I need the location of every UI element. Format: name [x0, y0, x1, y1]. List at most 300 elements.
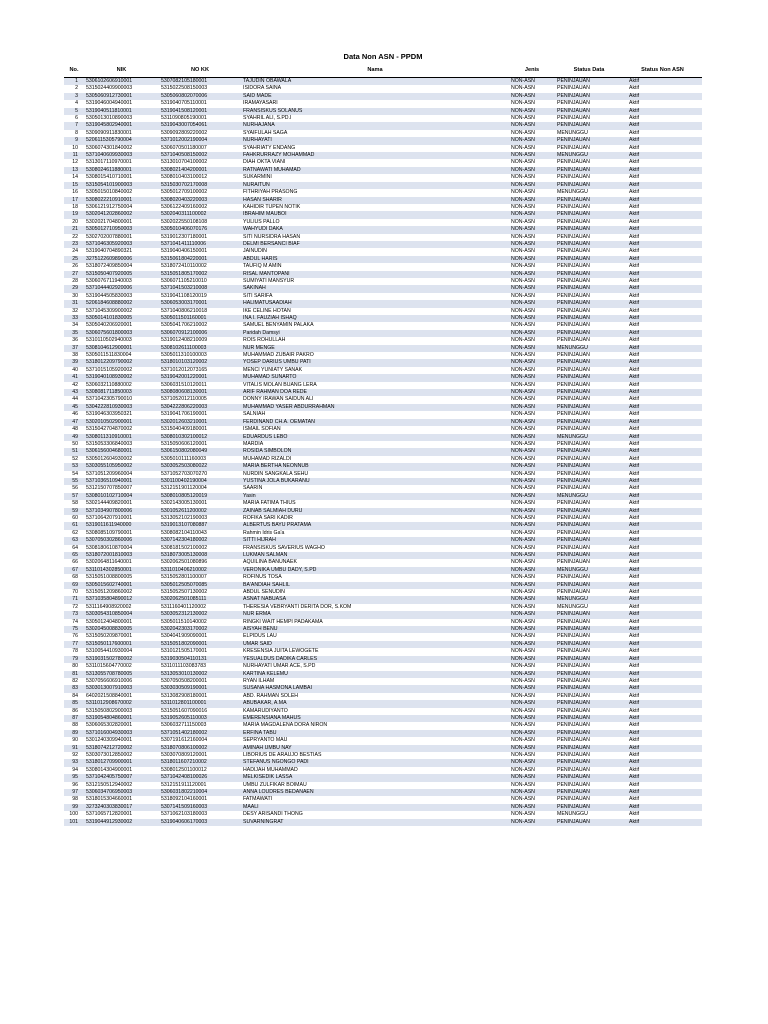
- row-number: 20: [72, 218, 78, 225]
- status-asn-cell: Aktif: [629, 426, 640, 433]
- name-cell: MARIA BERTHA NEONNUB: [241, 463, 509, 470]
- status-asn-cell: Aktif: [623, 78, 702, 86]
- status-asn-cell: Aktif: [623, 122, 702, 129]
- kk-cell: 5307191612160004: [161, 737, 208, 744]
- name-cell: KRESENSIA JUITA LEWOGETE: [243, 648, 319, 655]
- table-row: [64, 426, 702, 433]
- status-data-cell: PENINJAUAN: [555, 374, 623, 381]
- status-asn-cell: Aktif: [623, 656, 702, 663]
- status-data-cell: PENINJAUAN: [555, 789, 623, 796]
- type-cell: NON-ASN: [511, 159, 535, 166]
- type-cell: NON-ASN: [509, 211, 555, 218]
- row-number: 52: [72, 455, 78, 462]
- row-number: 65: [64, 552, 84, 559]
- status-data-cell: PENINJAUAN: [555, 522, 623, 529]
- row-number: 3: [64, 93, 84, 100]
- kk-cell: 5311160401120002: [161, 603, 207, 610]
- name-cell: SEPRYANTO MAU: [243, 737, 288, 744]
- status-data-cell: PENINJAUAN: [555, 256, 623, 263]
- name-cell: SUKARMINI: [243, 174, 272, 181]
- nik-cell: 5371040609930003: [84, 152, 159, 159]
- status-asn-cell: Aktif: [623, 211, 702, 218]
- type-cell: NON-ASN: [509, 656, 555, 663]
- status-data-cell: PENINJAUAN: [557, 648, 590, 655]
- type-cell: NON-ASN: [511, 633, 535, 640]
- kk-cell: 5306070912100006: [159, 330, 241, 337]
- row-number: 62: [72, 529, 78, 536]
- table-row: [64, 811, 702, 818]
- kk-cell: 5319012408210009: [161, 337, 208, 344]
- name-cell: YUSTINA JOLA BUKARANU: [241, 478, 509, 485]
- nik-cell: 6402021508840001: [86, 692, 133, 699]
- name-cell: FAHKRURRAZY MOHAMMAD: [241, 152, 509, 159]
- name-cell: IBRAHIM MAUBOI: [241, 211, 509, 218]
- row-number: 33: [64, 315, 84, 322]
- type-cell: NON-ASN: [509, 685, 555, 692]
- name-cell: SYAHRIL ALI, S.PD.I: [243, 115, 292, 122]
- status-asn-cell: Aktif: [623, 152, 702, 159]
- name-cell: EDUARDUS LEBO: [241, 434, 509, 441]
- nik-cell: 5371015105920002: [86, 366, 133, 373]
- status-data-cell: PENINJAUAN: [557, 307, 590, 314]
- kk-cell: 5315051607090016: [161, 707, 208, 714]
- row-number: 28: [72, 277, 78, 284]
- status-data-cell: PENINJAUAN: [557, 322, 590, 329]
- status-data-cell: PENINJAUAN: [557, 529, 590, 536]
- table-row: [64, 626, 702, 633]
- type-cell: NON-ASN: [511, 618, 535, 625]
- table-row: [64, 782, 702, 789]
- table-row: [64, 596, 702, 603]
- kk-cell: 5318011607210002: [159, 759, 241, 766]
- name-cell: IKE CELINE HOTAN: [243, 307, 291, 314]
- status-asn-cell: Aktif: [629, 366, 640, 373]
- row-number: 64: [72, 544, 78, 551]
- row-number: 70: [72, 589, 78, 596]
- name-cell: SAMUEL BENYAMIN PALAKA: [243, 322, 314, 329]
- nik-cell: 5319045802940001: [84, 122, 159, 129]
- status-data-cell: PENINJAUAN: [555, 552, 623, 559]
- name-cell: TAJUDIN OBAWALA: [241, 78, 509, 86]
- nik-cell: 5307056606910006: [86, 677, 133, 684]
- nik-cell: 5306032110880002: [86, 381, 132, 388]
- type-cell: NON-ASN: [509, 108, 555, 115]
- table-row: [64, 78, 702, 86]
- nik-cell: 5305015602740001: [84, 582, 159, 589]
- row-number: 82: [72, 677, 78, 684]
- table-row: [64, 730, 702, 737]
- row-number: 58: [72, 500, 78, 507]
- kk-cell: 5315052507130002: [161, 589, 208, 596]
- name-cell: VITALIS MOLAN BUANG LERA: [243, 381, 317, 388]
- row-number: 81: [64, 671, 84, 678]
- status-data-cell: PENINJAUAN: [555, 463, 623, 470]
- nik-cell: 5303013007910003: [84, 685, 159, 692]
- type-cell: NON-ASN: [511, 485, 535, 492]
- table-row: [64, 522, 702, 529]
- type-cell: NON-ASN: [511, 396, 535, 403]
- row-number: 5: [64, 108, 84, 115]
- table-row: [64, 197, 702, 204]
- status-asn-cell: Aktif: [629, 203, 640, 210]
- table-row: [64, 315, 702, 322]
- table-row: [64, 441, 702, 448]
- status-data-cell: PENINJAUAN: [555, 700, 623, 707]
- table-row: [64, 308, 702, 315]
- status-asn-cell: Aktif: [629, 263, 640, 270]
- type-cell: NON-ASN: [509, 804, 555, 811]
- table-row: [64, 256, 702, 263]
- status-asn-cell: Aktif: [623, 522, 702, 529]
- status-data-cell: PENINJAUAN: [557, 100, 590, 107]
- row-number: 23: [64, 241, 84, 248]
- table-row: [64, 804, 702, 811]
- name-cell: YESUALDUS DADIKA CARLES: [241, 656, 509, 663]
- status-asn-cell: Aktif: [629, 233, 640, 240]
- table-row: [64, 337, 702, 344]
- status-asn-cell: Aktif: [623, 819, 702, 826]
- kk-cell: 5308080608130001: [159, 389, 241, 396]
- nik-cell: 5306074301840002: [86, 144, 133, 151]
- row-number: 42: [72, 381, 78, 388]
- nik-cell: 5315051209860002: [86, 589, 133, 596]
- status-data-cell: MENUNGGU: [555, 345, 623, 352]
- status-data-cell: PENINJAUAN: [557, 589, 590, 596]
- kk-cell: 5307141509160003: [159, 804, 241, 811]
- status-asn-cell: Aktif: [623, 552, 702, 559]
- nik-cell: 5315053306840003: [86, 440, 133, 447]
- status-data-cell: PENINJAUAN: [557, 766, 590, 773]
- name-cell: NUR ERMA: [241, 611, 509, 618]
- type-cell: NON-ASN: [509, 93, 555, 100]
- status-data-cell: MENUNGGU: [555, 596, 623, 603]
- kk-cell: 5319041108120019: [161, 292, 207, 299]
- nik-cell: 5311164908920002: [86, 603, 132, 610]
- kk-cell: 5306071105210010: [161, 277, 207, 284]
- row-number: 54: [72, 470, 78, 477]
- name-cell: SAKINAH: [241, 285, 509, 292]
- table-row: [64, 700, 702, 707]
- nik-cell: 5308015410710001: [86, 174, 133, 181]
- type-cell: NON-ASN: [509, 641, 555, 648]
- row-number: 90: [72, 737, 78, 744]
- type-cell: NON-ASN: [509, 374, 555, 381]
- table-row: [64, 396, 702, 403]
- type-cell: NON-ASN: [509, 745, 555, 752]
- name-cell: JAINUDIN: [243, 248, 267, 255]
- table-row: [64, 137, 702, 144]
- type-cell: NON-ASN: [511, 337, 535, 344]
- type-cell: NON-ASN: [511, 603, 535, 610]
- status-data-cell: PENINJAUAN: [555, 211, 623, 218]
- name-cell: MELKISEDIK LASSA: [241, 774, 509, 781]
- type-cell: NON-ASN: [509, 759, 555, 766]
- name-cell: NURAITUN: [241, 182, 509, 189]
- type-cell: NON-ASN: [509, 493, 555, 500]
- status-asn-cell: Aktif: [623, 359, 702, 366]
- nik-cell: 5305011511830004: [86, 352, 132, 359]
- status-data-cell: PENINJAUAN: [557, 751, 590, 758]
- status-asn-cell: Aktif: [623, 300, 702, 307]
- type-cell: NON-ASN: [509, 596, 555, 603]
- status-data-cell: PENINJAUAN: [555, 300, 623, 307]
- status-asn-cell: Aktif: [623, 285, 702, 292]
- status-asn-cell: Aktif: [623, 419, 702, 426]
- kk-cell: 5318073005130008: [159, 552, 241, 559]
- kk-cell: 5315052801100007: [161, 574, 207, 581]
- status-asn-cell: Aktif: [623, 256, 702, 263]
- type-cell: NON-ASN: [509, 448, 555, 455]
- status-data-cell: MENUNGGU: [557, 603, 588, 610]
- name-cell: ZAINAB SALMIAH DURU: [241, 508, 509, 515]
- type-cell: NON-ASN: [511, 737, 535, 744]
- status-data-cell: PENINJAUAN: [555, 626, 623, 633]
- table-row: [64, 678, 702, 685]
- status-asn-cell: Aktif: [629, 337, 640, 344]
- status-data-cell: PENINJAUAN: [557, 707, 590, 714]
- kk-cell: 5313010704100002: [161, 159, 208, 166]
- kk-cell: 5315051802090001: [159, 641, 241, 648]
- kk-cell: 5303052312130002: [159, 611, 241, 618]
- nik-cell: 5371042305790010: [86, 396, 133, 403]
- kk-cell: 5319040705110001: [161, 100, 207, 107]
- status-data-cell: PENINJAUAN: [557, 692, 590, 699]
- status-data-cell: PENINJAUAN: [557, 574, 590, 581]
- nik-cell: 5306156004680001: [84, 448, 159, 455]
- table-row: [64, 330, 702, 337]
- name-cell: ISIDORA SAINA: [243, 85, 282, 92]
- status-data-cell: PENINJAUAN: [555, 715, 623, 722]
- status-data-cell: PENINJAUAN: [557, 292, 590, 299]
- name-cell: DONNY IRAWAN SAIDUN ALI: [243, 396, 314, 403]
- name-cell: ROFINUS TOSA: [243, 574, 282, 581]
- status-data-cell: PENINJAUAN: [557, 366, 590, 373]
- kk-cell: 5306032711150003: [161, 722, 207, 729]
- nik-cell: 5371034907800006: [84, 508, 159, 515]
- status-asn-cell: Aktif: [623, 93, 702, 100]
- status-asn-cell: Aktif: [623, 448, 702, 455]
- name-cell: Yasin: [241, 493, 509, 500]
- status-asn-cell: Aktif: [629, 574, 640, 581]
- status-asn-cell: Aktif: [629, 85, 640, 92]
- nik-cell: 5305015010840002: [86, 189, 133, 196]
- data-table: [64, 64, 702, 826]
- table-row: [64, 693, 702, 700]
- row-number: 93: [64, 759, 84, 766]
- row-number: 49: [64, 434, 84, 441]
- status-asn-cell: Aktif: [629, 159, 640, 166]
- table-row: [64, 382, 702, 389]
- status-asn-cell: Aktif: [623, 463, 702, 470]
- status-data-cell: PENINJAUAN: [555, 685, 623, 692]
- status-data-cell: PENINJAUAN: [557, 796, 590, 803]
- nik-cell: 5308011310910001: [84, 434, 159, 441]
- nik-cell: 5305060912730001: [84, 93, 159, 100]
- status-data-cell: PENINJAUAN: [555, 78, 623, 86]
- table-row: [64, 463, 702, 470]
- kk-cell: 5311090805190001: [161, 115, 207, 122]
- status-data-cell: PENINJAUAN: [557, 115, 590, 122]
- kk-cell: 5304041909090001: [161, 633, 208, 640]
- status-asn-cell: Aktif: [629, 144, 640, 151]
- name-cell: MUHAMMAD ZUBAIR PAKRO: [243, 352, 314, 359]
- row-number: 75: [64, 626, 84, 633]
- status-asn-cell: Aktif: [623, 271, 702, 278]
- col-header-status-asn: Status Non ASN: [623, 64, 702, 78]
- table-row: [64, 159, 702, 166]
- status-asn-cell: Aktif: [629, 648, 640, 655]
- status-data-cell: PENINJAUAN: [555, 93, 623, 100]
- nik-cell: 5206184608880002: [84, 300, 159, 307]
- row-number: 25: [64, 256, 84, 263]
- nik-cell: 5305014101830005: [84, 315, 159, 322]
- table-row: [64, 182, 702, 189]
- status-data-cell: PENINJAUAN: [555, 478, 623, 485]
- table-row: [64, 219, 702, 226]
- table-row: [64, 508, 702, 515]
- status-data-cell: PENINJAUAN: [555, 404, 623, 411]
- status-asn-cell: Aktif: [623, 537, 702, 544]
- status-asn-cell: Aktif: [629, 514, 640, 521]
- row-number: 88: [72, 722, 78, 729]
- col-header-no: No.: [64, 64, 84, 78]
- col-header-kk: NO KK: [159, 64, 241, 78]
- name-cell: EMERENSIANA MAHUS: [241, 715, 509, 722]
- kk-cell: 5302040311100002: [159, 211, 241, 218]
- type-cell: NON-ASN: [509, 271, 555, 278]
- status-data-cell: PENINJAUAN: [555, 330, 623, 337]
- kk-cell: 5319040406150001: [161, 248, 208, 255]
- col-header-jenis: Jenis: [509, 64, 555, 78]
- nik-cell: 5318012709900001: [84, 759, 159, 766]
- table-row: [64, 567, 702, 574]
- type-cell: NON-ASN: [509, 285, 555, 292]
- table-row: [64, 122, 702, 129]
- name-cell: ROSIDA SIMBOLON: [241, 448, 509, 455]
- row-number: 6: [75, 115, 78, 122]
- status-asn-cell: Aktif: [629, 174, 640, 181]
- nik-cell: 5319044912930002: [84, 819, 159, 826]
- type-cell: NON-ASN: [509, 78, 555, 86]
- status-asn-cell: Aktif: [629, 766, 640, 773]
- row-number: 51: [64, 448, 84, 455]
- type-cell: NON-ASN: [509, 315, 555, 322]
- status-data-cell: PENINJAUAN: [557, 618, 590, 625]
- kk-cell: 5310121505170001: [161, 648, 208, 655]
- row-number: 50: [72, 440, 78, 447]
- status-data-cell: PENINJAUAN: [557, 455, 590, 462]
- table-row: [64, 419, 702, 426]
- row-number: 67: [64, 567, 84, 574]
- nik-cell: 5310054410930004: [86, 648, 133, 655]
- kk-cell: 5371042408100026: [159, 774, 241, 781]
- kk-cell: 5305060802070006: [159, 93, 241, 100]
- name-cell: NURDIN SANGKALA SEHU: [243, 470, 309, 477]
- row-number: 92: [72, 751, 78, 758]
- row-number: 89: [64, 730, 84, 737]
- row-number: 40: [72, 366, 78, 373]
- status-data-cell: PENINJAUAN: [555, 108, 623, 115]
- type-cell: NON-ASN: [511, 514, 535, 521]
- nik-cell: 5371036510940001: [84, 478, 159, 485]
- table-row: [64, 574, 702, 581]
- name-cell: YOSEP DARIUS UMBU PATI: [241, 359, 509, 366]
- status-asn-cell: Aktif: [629, 352, 640, 359]
- type-cell: NON-ASN: [511, 100, 535, 107]
- kk-cell: 5319012307180001: [161, 233, 208, 240]
- name-cell: RATNAWATI MUHAMAD: [241, 167, 509, 174]
- row-number: 46: [72, 411, 78, 418]
- kk-cell: 5311010406210002: [159, 567, 241, 574]
- status-data-cell: PENINJAUAN: [555, 656, 623, 663]
- name-cell: NUR MENGE: [241, 345, 509, 352]
- nik-cell: 5306102606910001: [84, 78, 159, 86]
- type-cell: NON-ASN: [509, 330, 555, 337]
- table-row: [64, 796, 702, 803]
- nik-cell: 5319046004940001: [86, 100, 133, 107]
- table-row: [64, 774, 702, 781]
- row-number: 35: [64, 330, 84, 337]
- row-number: 24: [72, 248, 78, 255]
- row-number: 94: [72, 766, 78, 773]
- type-cell: NON-ASN: [509, 241, 555, 248]
- row-number: 84: [72, 692, 78, 699]
- name-cell: WAHYUDI DAKA: [241, 226, 509, 233]
- type-cell: NON-ASN: [509, 389, 555, 396]
- type-cell: NON-ASN: [511, 574, 535, 581]
- table-row: [64, 500, 702, 507]
- type-cell: NON-ASN: [511, 366, 535, 373]
- table-body: [64, 78, 702, 827]
- nik-cell: 5312150512940002: [86, 781, 133, 788]
- nik-cell: 5318015304660001: [86, 796, 133, 803]
- col-header-status-data: Status Data: [555, 64, 623, 78]
- nik-cell: 5302010502900001: [84, 419, 159, 426]
- table-row: [64, 345, 702, 352]
- status-data-cell: PENINJAUAN: [557, 144, 590, 151]
- nik-cell: 5306075601800003: [84, 330, 159, 337]
- status-data-cell: PENINJAUAN: [555, 745, 623, 752]
- name-cell: ABDUL HARIS: [241, 256, 509, 263]
- name-cell: SITI SARIFA: [243, 292, 273, 299]
- table-row: [64, 145, 702, 152]
- status-data-cell: PENINJAUAN: [555, 241, 623, 248]
- row-number: 48: [72, 426, 78, 433]
- status-asn-cell: Aktif: [629, 470, 640, 477]
- kk-cell: 5319043007054061: [159, 122, 241, 129]
- kk-cell: 5315022508150003: [161, 85, 208, 92]
- nik-cell: 5312150707850007: [86, 485, 133, 492]
- status-asn-cell: Aktif: [623, 478, 702, 485]
- type-cell: NON-ASN: [511, 648, 535, 655]
- type-cell: NON-ASN: [509, 611, 555, 618]
- name-cell: SUVARNINGRAT: [241, 819, 509, 826]
- name-cell: ABUBAKAR, A.MA: [241, 700, 509, 707]
- kk-cell: 5319052605110003: [159, 715, 241, 722]
- nik-cell: 5371064207910001: [86, 514, 133, 521]
- kk-cell: 5371052012110005: [161, 396, 207, 403]
- row-number: 22: [72, 233, 78, 240]
- kk-cell: 5308082104110043: [161, 529, 207, 536]
- name-cell: IRAMAYASARI: [243, 100, 278, 107]
- name-cell: SUMIYATI MANSYUR: [243, 277, 295, 284]
- nik-cell: 5318074212720002: [84, 745, 159, 752]
- kk-cell: 5371040508150002: [159, 152, 241, 159]
- kk-cell: 5319041508120001: [159, 108, 241, 115]
- nik-cell: 5319044505830003: [86, 292, 133, 299]
- status-asn-cell: Aktif: [623, 345, 702, 352]
- type-cell: NON-ASN: [511, 455, 535, 462]
